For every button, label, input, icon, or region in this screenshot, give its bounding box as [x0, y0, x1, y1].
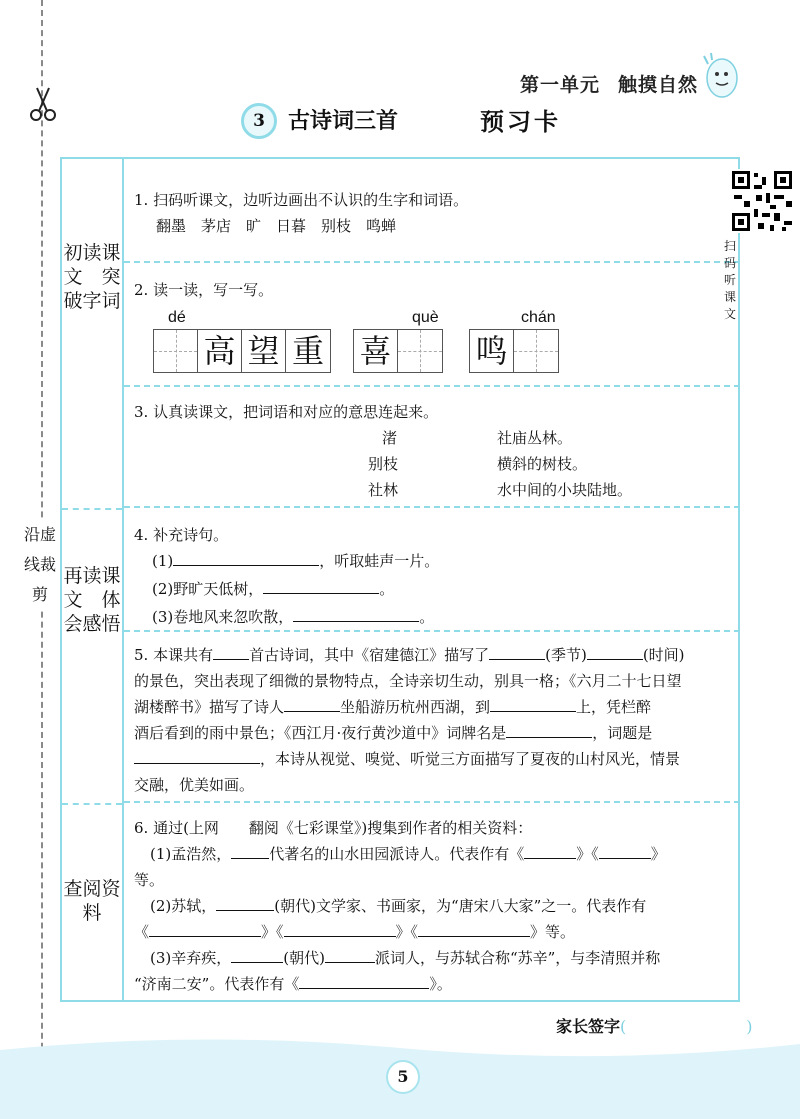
sidebar-label-second-reading: 再读课文 体会感悟	[63, 565, 121, 635]
writing-grid-3	[469, 329, 559, 373]
q4-prompt: 4. 补充诗句。	[134, 526, 229, 544]
answer-blank[interactable]	[263, 577, 379, 594]
sidebar-label-research: 查阅资料	[63, 878, 121, 924]
q6-line-4	[150, 893, 646, 919]
unit-theme: 触摸自然	[618, 74, 699, 96]
q6-line-7	[134, 971, 452, 997]
match-left-item[interactable]: 别枝	[368, 455, 399, 473]
q5-line-6: 交融，优美如画。	[134, 776, 255, 794]
signature-label: 家长签字	[556, 1017, 621, 1036]
mascot-icon	[696, 52, 744, 100]
cut-guide-text: 沿虚线裁剪	[22, 520, 58, 610]
q6-l4a: (2)苏轼，	[150, 897, 217, 915]
q4-line-1	[152, 548, 439, 574]
char-cell: 鸣	[470, 330, 514, 372]
sidebar-label-first-reading: 初读课文 突破字词	[63, 242, 121, 312]
question-5	[124, 632, 740, 803]
blank-writing-cell[interactable]	[154, 330, 198, 372]
sidebar-divider	[62, 508, 122, 510]
q5-l5: ，本诗从视觉、嗅觉、听觉三方面描写了夏夜的山村风光，情景	[260, 750, 681, 768]
q6-line-5	[134, 919, 575, 945]
q6-l7a: “济南二安”。代表作有《	[134, 975, 300, 993]
q6-l5b: 》《	[261, 923, 284, 941]
answer-blank[interactable]	[587, 643, 643, 660]
answer-blank[interactable]	[506, 721, 592, 738]
q5-line-1	[134, 642, 685, 668]
q6-l5c: 》《	[395, 923, 419, 941]
q6-l5a: 《	[134, 923, 150, 941]
answer-blank[interactable]	[134, 747, 260, 764]
q1-words: 翻墨 茅店 旷 日暮 别枝 鸣蝉	[156, 217, 397, 235]
char-cell: 喜	[354, 330, 398, 372]
q1-prompt: 1. 扫码听课文，边听边画出不认识的生字和词语。	[134, 191, 469, 209]
answer-blank[interactable]	[299, 972, 429, 989]
q4-l2b: 。	[379, 580, 395, 598]
q6-l6b: (朝代)	[283, 949, 325, 967]
question-6	[124, 803, 740, 1002]
q5-line-3	[134, 694, 651, 720]
page-number: 5	[386, 1060, 420, 1094]
answer-blank[interactable]	[216, 894, 274, 911]
question-2	[124, 263, 740, 387]
lesson-title: 古诗词三首	[288, 108, 399, 134]
question-3	[124, 387, 740, 508]
answer-blank[interactable]	[418, 920, 530, 937]
blank-writing-cell[interactable]	[514, 330, 558, 372]
blank-writing-cell[interactable]	[398, 330, 442, 372]
answer-blank[interactable]	[231, 842, 269, 859]
q5-l3b: 坐船游历杭州西湖，到	[340, 698, 491, 716]
q5-l4b: ，词题是	[592, 724, 653, 742]
answer-blank[interactable]	[284, 695, 340, 712]
sidebar	[62, 159, 124, 1000]
q6-line-6	[150, 945, 660, 971]
q4-l2a: (2)野旷天低树，	[152, 580, 264, 598]
q4-l1b: ，听取蛙声一片。	[319, 552, 440, 570]
pinyin-chan: chán	[521, 309, 556, 326]
q5-l3a: 湖楼醉书》描写了诗人	[134, 698, 285, 716]
card-title: 预习卡	[480, 108, 561, 136]
q5-l1a: 5. 本课共有	[134, 646, 214, 664]
sidebar-divider	[62, 803, 122, 805]
question-4	[124, 508, 740, 632]
match-left-item[interactable]: 社林	[368, 481, 399, 499]
q6-line-3: 等。	[134, 871, 165, 889]
q6-l6a: (3)辛弃疾，	[150, 949, 232, 967]
writing-grid-2	[353, 329, 443, 373]
worksheet-frame	[60, 157, 740, 1002]
q4-l1a: (1)	[152, 552, 174, 570]
q6-l7b: 》。	[429, 975, 452, 993]
q6-l6c: 派词人，与苏轼合称“苏辛”，与李清照并称	[374, 949, 661, 967]
pinyin-que: què	[412, 309, 439, 326]
qr-label: 扫码听课文	[724, 239, 737, 321]
match-right-item[interactable]: 社庙丛林。	[497, 429, 573, 447]
q6-l2d: 》	[650, 845, 666, 863]
q5-line-2: 的景色，突出表现了细微的景物特点，全诗亲切生动，别具一格；《六月二十七日望	[134, 672, 682, 690]
q5-l3c: 上，凭栏醉	[576, 698, 652, 716]
q6-l4b: (朝代)文学家、书画家，为“唐宋八大家”之一。代表作有	[274, 897, 647, 915]
unit-heading	[520, 70, 698, 97]
unit-label: 第一单元	[520, 74, 601, 96]
q6-line-2	[150, 841, 666, 867]
signature-close: )	[746, 1017, 753, 1036]
q5-l4a: 酒后看到的雨中景色；《西江月·夜行黄沙道中》词牌名是	[134, 724, 507, 742]
q4-l3b: 。	[419, 608, 435, 626]
pinyin-de: dé	[168, 309, 186, 326]
answer-blank[interactable]	[284, 920, 396, 937]
q5-l1d: (时间)	[642, 646, 685, 664]
q4-line-3	[152, 604, 434, 630]
answer-blank[interactable]	[599, 842, 651, 859]
q2-prompt: 2. 读一读，写一写。	[134, 281, 274, 299]
match-left-item[interactable]: 渚	[382, 429, 398, 447]
signature-open: (	[620, 1017, 627, 1036]
answer-blank[interactable]	[213, 643, 249, 660]
char-cell: 高	[198, 330, 242, 372]
answer-blank[interactable]	[524, 842, 576, 859]
answer-blank[interactable]	[231, 946, 283, 963]
answer-blank[interactable]	[149, 920, 261, 937]
char-cell: 望	[242, 330, 286, 372]
answer-blank[interactable]	[173, 549, 319, 566]
q5-line-5	[134, 746, 680, 772]
q6-line-1: 6. 通过(上网 翻阅《七彩课堂》)搜集到作者的相关资料：	[134, 819, 533, 837]
q5-l1c: (季节)	[545, 646, 587, 664]
writing-grid-1	[153, 329, 331, 373]
answer-blank[interactable]	[325, 946, 375, 963]
q5-l1b: 首古诗词，其中《宿建德江》描写了	[249, 646, 490, 664]
q6-l2c: 》《	[576, 845, 599, 863]
q6-l5d: 》等。	[530, 923, 576, 941]
q4-line-2	[152, 576, 394, 602]
match-right-item[interactable]: 水中间的小块陆地。	[497, 481, 633, 499]
q6-l2b: 代著名的山水田园派诗人。代表作有《	[269, 845, 525, 863]
char-cell: 重	[291, 332, 324, 370]
q5-line-4	[134, 720, 652, 746]
q3-prompt: 3. 认真读课文，把词语和对应的意思连起来。	[134, 403, 439, 421]
qr-code-icon[interactable]	[730, 169, 794, 233]
match-right-item[interactable]: 横斜的树枝。	[497, 455, 588, 473]
q4-l3a: (3)卷地风来忽吹散，	[152, 608, 294, 626]
answer-blank[interactable]	[489, 643, 545, 660]
scissors-icon	[28, 86, 58, 122]
answer-blank[interactable]	[293, 605, 419, 622]
lesson-number: 3	[241, 103, 277, 139]
q6-l2a: (1)孟浩然，	[150, 845, 232, 863]
answer-blank[interactable]	[490, 695, 576, 712]
